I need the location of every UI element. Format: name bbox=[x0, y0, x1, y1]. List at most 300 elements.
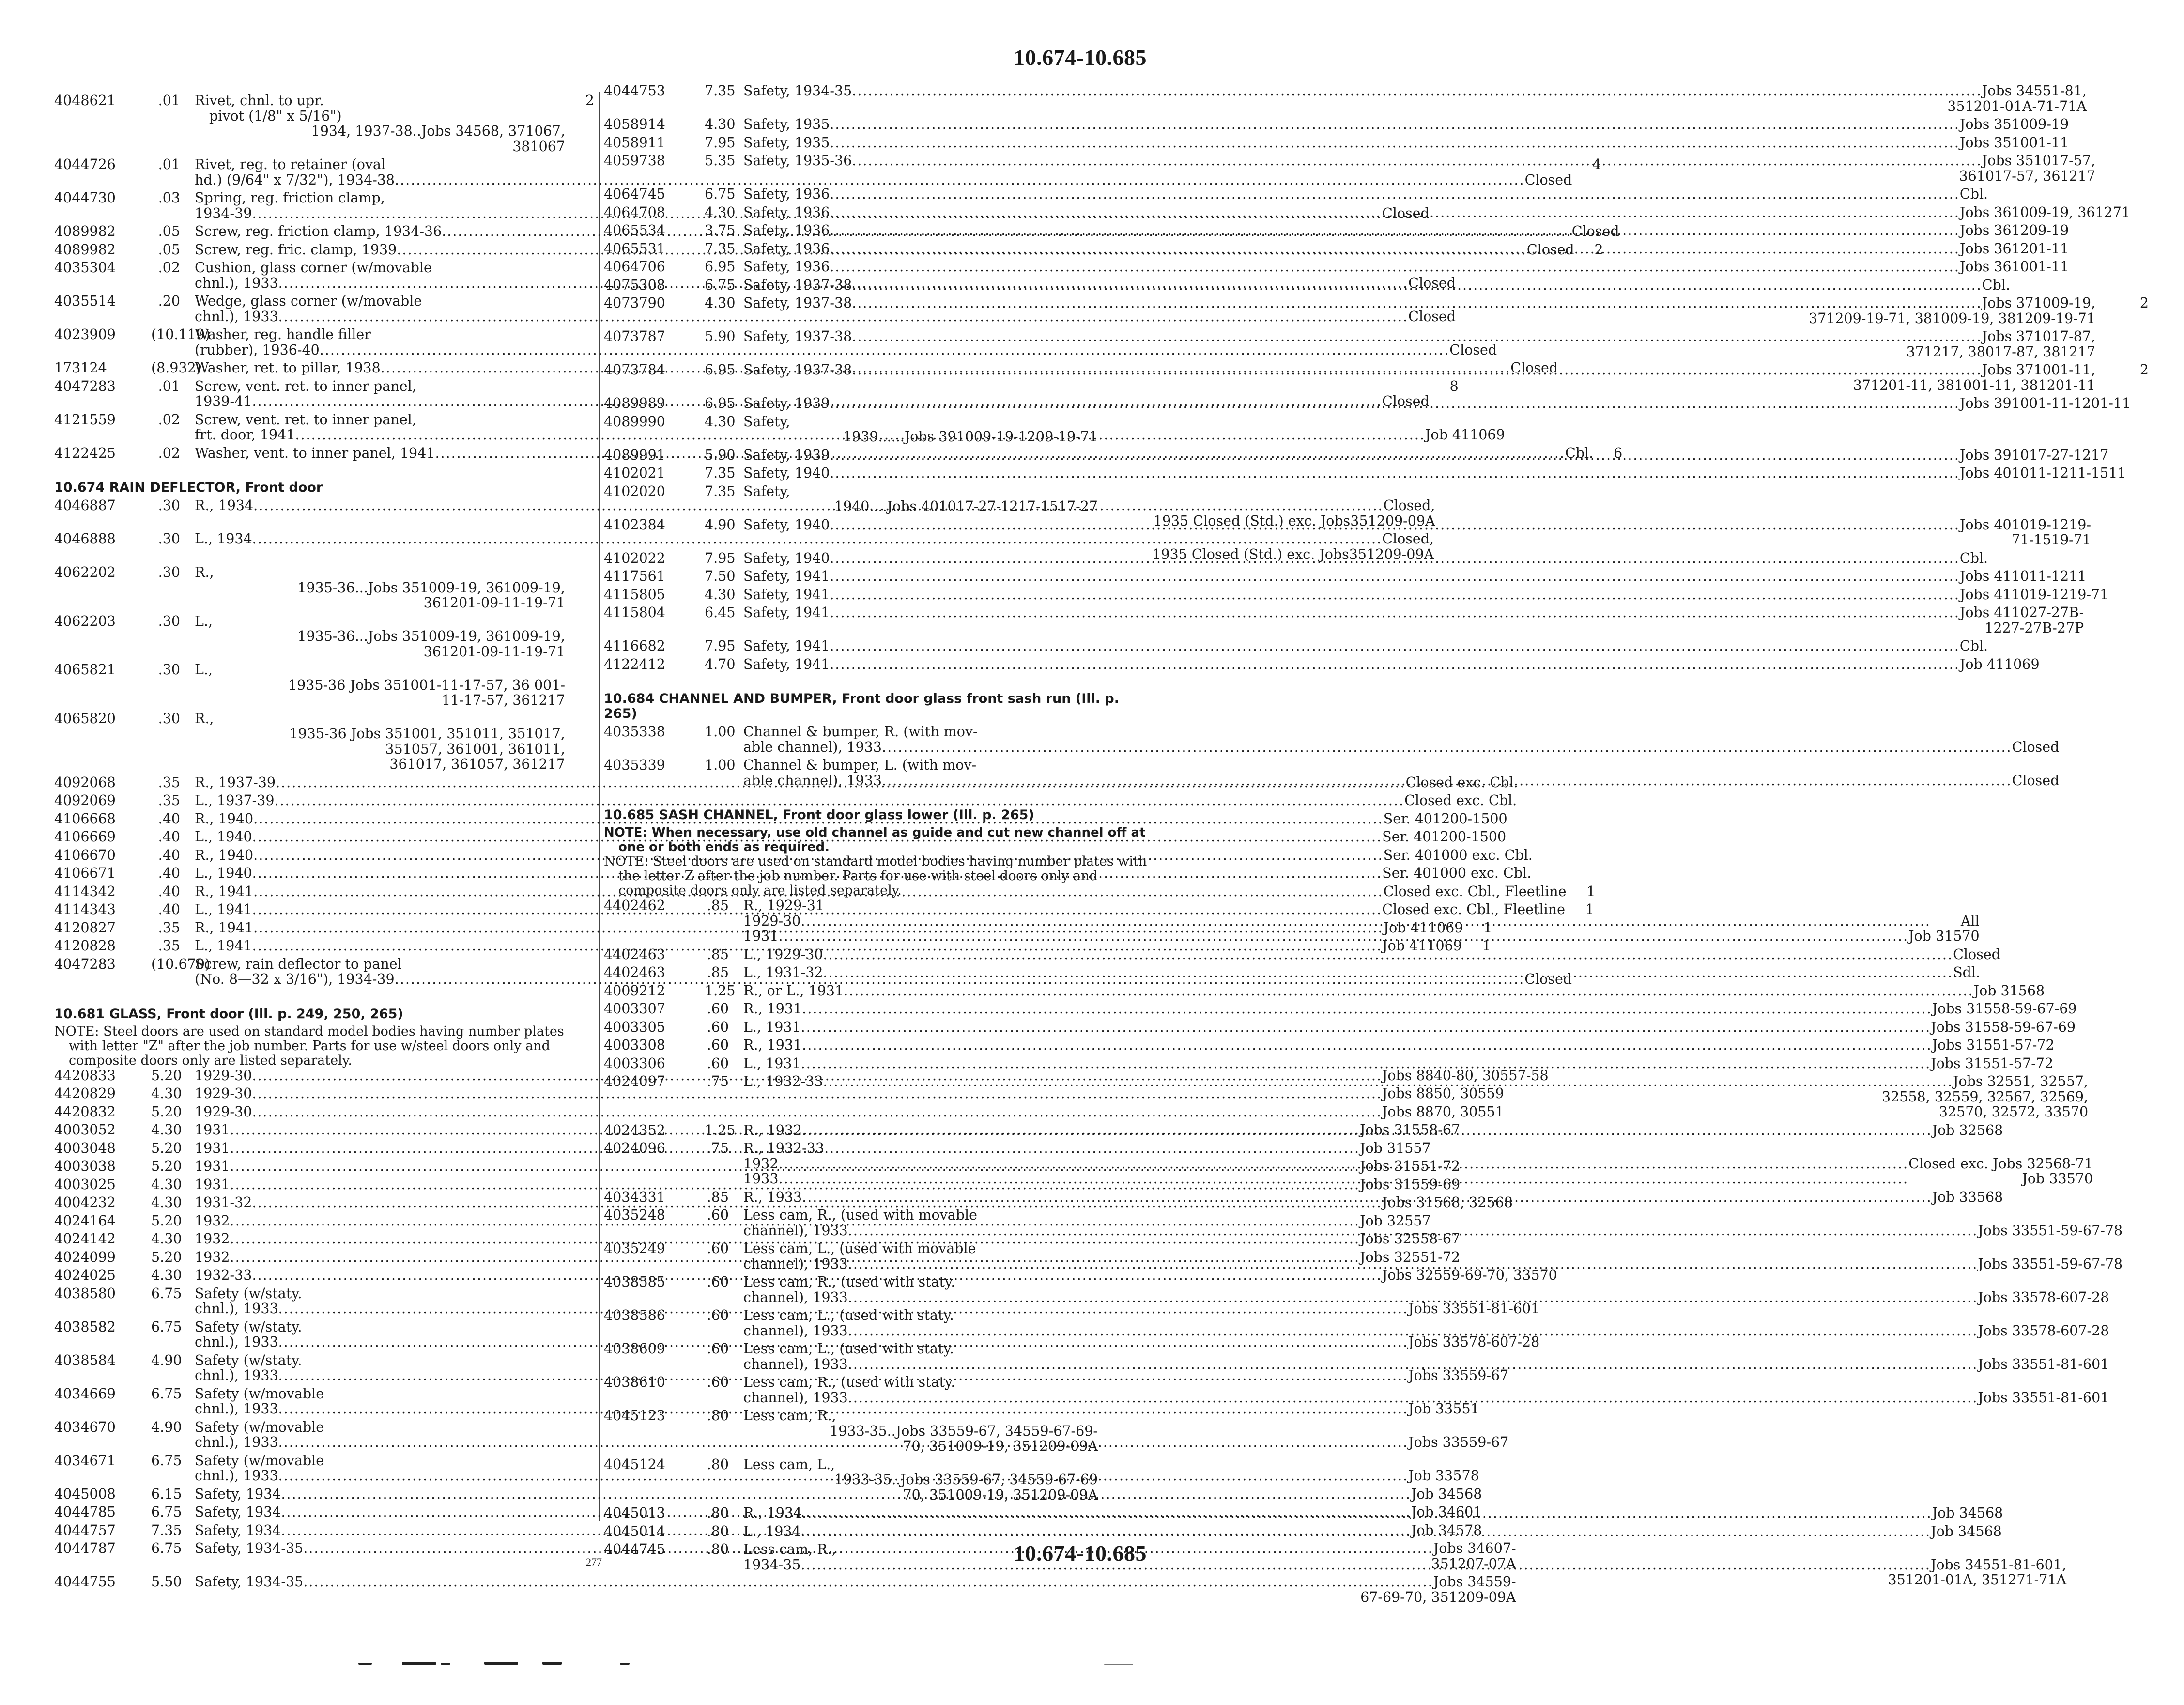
part-price: .60 bbox=[707, 1374, 729, 1390]
leader-dots bbox=[802, 1001, 1932, 1017]
leader-dots bbox=[823, 947, 1953, 962]
part-number: 4045123 bbox=[604, 1408, 665, 1424]
desc-continuation: 71-1519-71 bbox=[2011, 532, 2091, 548]
part-number: 4122425 bbox=[54, 445, 116, 461]
desc-applicability: Jobs 33578-607-28 bbox=[1978, 1322, 2109, 1339]
part-price: .80 bbox=[707, 1505, 729, 1521]
section-heading: 10.684 CHANNEL AND BUMPER, Front door glass front sash run (Ill. p. 265) bbox=[604, 691, 1120, 721]
desc-applicability: Closed bbox=[2012, 739, 2060, 755]
row-gap bbox=[604, 788, 1151, 791]
part-quantity: 2 bbox=[2139, 295, 2149, 311]
part-price: .05 bbox=[158, 241, 180, 258]
desc-line bbox=[743, 773, 2059, 789]
part-number: 4062203 bbox=[54, 613, 116, 629]
part-description bbox=[195, 662, 565, 708]
desc-text: channel), 1933 bbox=[743, 1289, 848, 1305]
part-number: 4058911 bbox=[604, 134, 665, 151]
part-quantity bbox=[565, 614, 594, 660]
leader-dots bbox=[801, 1056, 1931, 1071]
part-quantity bbox=[2109, 1308, 2162, 1338]
part-row bbox=[604, 586, 2109, 603]
part-number: 4402463 bbox=[604, 946, 665, 962]
part-price: 6.75 bbox=[151, 1285, 182, 1302]
part-number: 4024096 bbox=[604, 1140, 665, 1156]
part-quantity bbox=[2077, 1001, 2130, 1017]
part-number: 4038610 bbox=[604, 1374, 665, 1390]
leader-dots bbox=[852, 362, 1982, 378]
part-quantity bbox=[2126, 465, 2180, 481]
leader-dots bbox=[779, 929, 1909, 944]
part-description bbox=[743, 758, 2059, 788]
section-range-header-bottom: 10.674-10.685 bbox=[1014, 1541, 1147, 1566]
part-row bbox=[604, 604, 2084, 636]
desc-applicability: Job 34568 bbox=[1931, 1523, 2002, 1539]
part-price: 5.20 bbox=[151, 1103, 182, 1120]
desc-applicability: Jobs 351001-11 bbox=[1959, 134, 2069, 151]
desc-line bbox=[743, 1524, 2002, 1539]
part-number: 4034669 bbox=[54, 1385, 116, 1402]
desc-text: chnl.), 1933 bbox=[195, 1334, 278, 1350]
desc-text: Safety, 1934-35 bbox=[195, 1574, 304, 1590]
part-number: 4116682 bbox=[604, 638, 665, 654]
part-description bbox=[743, 1308, 2109, 1338]
desc-text: 1933 bbox=[743, 1171, 779, 1187]
part-price: 4.30 bbox=[705, 586, 736, 603]
part-number: 4045124 bbox=[604, 1456, 665, 1472]
part-price: 5.20 bbox=[151, 1212, 182, 1229]
part-number: 4064745 bbox=[604, 186, 665, 202]
part-description bbox=[743, 1274, 2109, 1305]
desc-text: Safety (w/movable bbox=[195, 1419, 324, 1435]
part-quantity bbox=[1507, 811, 1537, 827]
part-row bbox=[604, 1457, 1151, 1503]
part-price: .20 bbox=[158, 293, 180, 309]
desc-applicability: Job 31568 bbox=[1973, 982, 2045, 999]
part-quantity bbox=[2059, 758, 2112, 788]
desc-text: Safety, 1940 bbox=[743, 516, 830, 533]
part-number: 4034671 bbox=[54, 1452, 116, 1469]
part-description bbox=[743, 569, 2086, 584]
part-row bbox=[604, 1408, 1151, 1454]
desc-line bbox=[743, 947, 2000, 962]
desc-text: L., 1931 bbox=[743, 1019, 801, 1035]
part-number: 4102021 bbox=[604, 465, 665, 481]
desc-continuation: 1939......Jobs 391009-19-1209-19-71 bbox=[843, 429, 1098, 445]
desc-text: Rivet, chnl. to upr. bbox=[195, 93, 324, 108]
desc-text: L., 1932-33 bbox=[743, 1073, 823, 1089]
part-quantity: 2 bbox=[2139, 362, 2149, 378]
part-description bbox=[743, 724, 2059, 755]
part-row bbox=[54, 865, 1532, 881]
desc-text: channel), 1933 bbox=[743, 1322, 848, 1339]
part-quantity bbox=[2059, 724, 2112, 755]
desc-line bbox=[743, 83, 2087, 99]
part-quantity: 4 bbox=[1592, 156, 1601, 172]
desc-applicability: Jobs 32551-72 bbox=[1360, 1249, 1461, 1265]
part-number: 4114343 bbox=[54, 901, 116, 917]
part-price: .35 bbox=[158, 919, 180, 936]
desc-applicability: Job 34578 bbox=[1411, 1522, 1482, 1538]
part-quantity bbox=[1098, 1408, 1151, 1454]
desc-text: 1931 bbox=[195, 1176, 230, 1193]
desc-continuation: 371201-11, 381001-11, 381201-11 bbox=[1853, 377, 2096, 393]
desc-applicability: Closed bbox=[1571, 223, 1619, 239]
desc-text: 1934-35 bbox=[743, 1556, 801, 1573]
desc-text: Safety (w/staty. bbox=[195, 1285, 302, 1302]
part-number: 4024025 bbox=[54, 1267, 116, 1283]
desc-text: 1932 bbox=[743, 1155, 779, 1172]
part-description bbox=[743, 1038, 2055, 1053]
desc-text: Safety, 1941 bbox=[743, 568, 830, 584]
desc-applicability: Jobs 34607- bbox=[1433, 1540, 1516, 1556]
part-quantity: 1 bbox=[1586, 883, 1596, 899]
leader-dots bbox=[830, 205, 1960, 220]
leader-dots bbox=[779, 1156, 1909, 1172]
desc-continuation: 70, 351009-19, 351209-09A bbox=[903, 1487, 1098, 1503]
desc-continuation: 32570, 32572, 33570 bbox=[1938, 1104, 2089, 1120]
desc-applicability: Jobs 32551, 32557, bbox=[1953, 1073, 2089, 1089]
part-number: 4044757 bbox=[54, 1522, 116, 1538]
desc-continuation: 1935-36 Jobs 351001-11-17-57, 36 001- bbox=[288, 677, 565, 693]
part-quantity bbox=[2122, 1241, 2176, 1271]
part-number: 4115805 bbox=[604, 586, 665, 603]
leader-dots bbox=[830, 465, 1960, 481]
desc-text: Cushion, glass corner (w/movable bbox=[195, 260, 432, 276]
part-quantity bbox=[1533, 848, 1562, 863]
part-number: 4106670 bbox=[54, 847, 116, 863]
desc-text: Screw, vent. ret. to inner panel, bbox=[195, 378, 416, 394]
part-number: 4038580 bbox=[54, 1285, 116, 1302]
desc-applicability: Job 34601 bbox=[1411, 1504, 1482, 1520]
desc-text: Less cam, R., bbox=[743, 1541, 836, 1557]
part-number: 4120827 bbox=[54, 919, 116, 936]
part-price: .30 bbox=[158, 710, 180, 727]
part-price: .35 bbox=[158, 792, 180, 808]
section-heading: 10.685 SASH CHANNEL, Front door glass lower (Ill. p. 265) bbox=[604, 807, 1034, 822]
desc-text: Safety, 1936 bbox=[743, 240, 830, 257]
part-number: 4045008 bbox=[54, 1486, 116, 1502]
desc-applicability: Cbl. bbox=[1565, 445, 1594, 461]
part-description bbox=[743, 657, 2040, 672]
desc-continuation: 1934, 1937-38..Jobs 34568, 371067, bbox=[311, 123, 565, 139]
part-quantity bbox=[565, 711, 594, 772]
part-quantity bbox=[2000, 947, 2054, 962]
part-number: 4038585 bbox=[604, 1274, 665, 1290]
desc-text: R., 1929-31 bbox=[743, 898, 825, 914]
part-number: 4024352 bbox=[604, 1122, 665, 1138]
part-description bbox=[743, 1542, 2066, 1588]
part-number: 4024164 bbox=[54, 1212, 116, 1229]
row-gap bbox=[604, 1588, 1151, 1591]
part-description bbox=[743, 83, 2087, 114]
desc-applicability: Jobs 33559-67 bbox=[1408, 1367, 1509, 1383]
part-description bbox=[743, 517, 2091, 548]
desc-applicability: Jobs 371001-11, bbox=[1982, 362, 2096, 378]
desc-applicability: Closed bbox=[1510, 360, 1558, 376]
desc-text: Safety (w/movable bbox=[195, 1385, 324, 1402]
leader-dots bbox=[830, 135, 1960, 151]
part-number: 173124 bbox=[54, 360, 107, 376]
desc-continuation: 351207-07A bbox=[1431, 1555, 1516, 1572]
part-number: 4003308 bbox=[604, 1037, 665, 1053]
desc-line bbox=[743, 1074, 2088, 1089]
part-description bbox=[743, 484, 1098, 514]
part-price: 1.25 bbox=[705, 982, 736, 999]
part-description bbox=[743, 1190, 2003, 1205]
leader-dots bbox=[830, 186, 1960, 202]
desc-applicability: Jobs 31559-69 bbox=[1360, 1176, 1461, 1193]
part-row bbox=[54, 1574, 1516, 1605]
desc-line bbox=[743, 605, 2084, 620]
desc-text: R., 1940 bbox=[195, 810, 254, 827]
desc-applicability: Closed bbox=[1449, 341, 1497, 358]
part-row bbox=[54, 847, 1533, 863]
part-price: .80 bbox=[707, 1523, 729, 1539]
part-price: .40 bbox=[158, 883, 180, 899]
part-quantity bbox=[1988, 551, 2041, 566]
desc-text: pivot (1/8" x 5/16") bbox=[209, 108, 342, 124]
part-number: 4047283 bbox=[54, 378, 116, 394]
part-number: 4106669 bbox=[54, 829, 116, 845]
part-price: .02 bbox=[158, 411, 180, 428]
desc-text: Safety, bbox=[743, 483, 790, 499]
desc-applicability: Jobs 33578-607-28 bbox=[1408, 1334, 1540, 1350]
leader-dots bbox=[852, 275, 1982, 293]
desc-text: Less cam, R., (used with movable bbox=[743, 1207, 977, 1223]
desc-text: Less cam, R., (used with staty. bbox=[743, 1274, 955, 1290]
desc-applicability: Jobs 371009-19, bbox=[1982, 295, 2096, 311]
part-number: 4073790 bbox=[604, 295, 665, 311]
part-row bbox=[604, 116, 2069, 132]
part-description bbox=[195, 614, 565, 660]
part-description bbox=[743, 983, 2045, 999]
desc-text: 1929-30 bbox=[195, 1085, 252, 1101]
desc-continuation: 1935-36...Jobs 351009-19, 361009-19, bbox=[297, 579, 565, 596]
part-number: 4065821 bbox=[54, 662, 116, 678]
desc-applicability: Ser. 401200-1500 bbox=[1383, 810, 1507, 827]
part-price: 7.50 bbox=[705, 568, 736, 584]
part-price: 4.90 bbox=[151, 1352, 182, 1368]
desc-applicability: Jobs 31558-67 bbox=[1360, 1122, 1461, 1138]
part-number: 4117561 bbox=[604, 568, 665, 584]
part-quantity bbox=[1098, 484, 1151, 514]
part-price: 4.30 bbox=[705, 116, 736, 132]
leader-dots bbox=[830, 241, 1960, 257]
desc-continuation: 361017-57, 361217 bbox=[1959, 168, 2096, 184]
part-number: 4065534 bbox=[604, 222, 665, 238]
desc-text: channel), 1933 bbox=[743, 1356, 848, 1372]
desc-text: Less cam, R., bbox=[743, 1408, 836, 1424]
desc-applicability: Job 34568 bbox=[1932, 1505, 2003, 1521]
part-price: .85 bbox=[707, 964, 729, 980]
part-description bbox=[743, 1141, 2093, 1187]
leader-dots bbox=[852, 83, 1982, 99]
part-description bbox=[195, 93, 565, 154]
desc-text: 1929-30 bbox=[743, 913, 801, 929]
part-description bbox=[743, 1001, 2077, 1017]
desc-text: Less cam, L., bbox=[743, 1456, 835, 1472]
desc-applicability: Jobs 31558-59-67-69 bbox=[1932, 1001, 2077, 1017]
desc-text: Safety, 1937-38 bbox=[743, 328, 852, 344]
part-number: 4003305 bbox=[604, 1019, 665, 1035]
part-price: .80 bbox=[707, 1456, 729, 1472]
desc-continuation: 11-17-57, 361217 bbox=[442, 692, 565, 708]
part-number: 4003307 bbox=[604, 1001, 665, 1017]
part-quantity bbox=[565, 565, 594, 611]
desc-line bbox=[743, 1557, 2066, 1573]
part-quantity bbox=[2053, 1056, 2107, 1071]
desc-text: 1931 bbox=[743, 928, 779, 944]
leader-dots bbox=[848, 1390, 1978, 1406]
desc-text: Safety, 1941 bbox=[743, 656, 830, 672]
part-row bbox=[54, 1103, 1504, 1120]
leader-dots bbox=[848, 1256, 1978, 1272]
part-description bbox=[743, 135, 2069, 151]
part-description bbox=[743, 1457, 1098, 1503]
desc-text: 1932 bbox=[195, 1249, 230, 1265]
part-number: 4034670 bbox=[54, 1419, 116, 1435]
leader-dots bbox=[848, 1323, 1978, 1339]
desc-continuation: 351201-01A, 351271-71A bbox=[1888, 1572, 2067, 1588]
desc-text: Washer, ret. to pillar, 1938 bbox=[195, 360, 381, 376]
desc-applicability: Jobs 8850, 30559 bbox=[1382, 1085, 1504, 1101]
desc-text: R., 1941 bbox=[195, 919, 254, 936]
desc-text: Channel & bumper, R. (with mov- bbox=[743, 724, 978, 740]
part-price: 7.35 bbox=[705, 483, 736, 499]
desc-text: L., 1940 bbox=[195, 865, 252, 881]
part-number: 4035338 bbox=[604, 724, 665, 740]
desc-text: Safety, 1936 bbox=[743, 186, 830, 202]
desc-text: Safety, 1936 bbox=[743, 259, 830, 275]
part-description bbox=[743, 947, 2000, 962]
part-description bbox=[743, 605, 2084, 636]
part-price: 4.30 bbox=[151, 1267, 182, 1283]
part-row bbox=[604, 83, 2087, 114]
part-number: 4044726 bbox=[54, 156, 116, 172]
desc-continuation: 1935-36...Jobs 351009-19, 361009-19, bbox=[297, 628, 565, 644]
part-quantity bbox=[2069, 117, 2122, 132]
desc-line bbox=[743, 117, 2069, 132]
desc-text: able channel), 1933 bbox=[743, 739, 882, 755]
desc-line bbox=[743, 1020, 2076, 1035]
part-quantity bbox=[1479, 1453, 1508, 1484]
desc-applicability: Jobs 361201-11 bbox=[1959, 240, 2069, 257]
desc-text: L., 1929-30 bbox=[743, 946, 823, 962]
row-gap bbox=[54, 461, 594, 464]
part-description bbox=[743, 1056, 2053, 1071]
desc-text: channel), 1933 bbox=[743, 1222, 848, 1239]
part-description bbox=[743, 445, 2109, 463]
part-row bbox=[54, 792, 1517, 808]
part-quantity bbox=[2069, 259, 2122, 275]
part-description bbox=[743, 362, 2095, 393]
part-price: .60 bbox=[707, 1274, 729, 1290]
part-number: 4420829 bbox=[54, 1085, 116, 1101]
part-description bbox=[743, 223, 2069, 238]
part-quantity bbox=[2076, 1020, 2129, 1035]
part-description bbox=[743, 465, 2126, 481]
desc-text: Channel & bumper, L. (with mov- bbox=[743, 757, 977, 773]
desc-text: L., 1941 bbox=[195, 901, 252, 917]
leader-dots bbox=[852, 153, 1982, 169]
part-number: 4003025 bbox=[54, 1176, 116, 1193]
part-price: 6.75 bbox=[705, 186, 736, 202]
part-row bbox=[604, 1037, 2055, 1053]
part-number: 4420832 bbox=[54, 1103, 116, 1120]
desc-text: Spring, reg. friction clamp, bbox=[195, 190, 385, 206]
part-quantity bbox=[2084, 605, 2137, 636]
part-quantity bbox=[1098, 414, 1151, 445]
part-price: (8.932) bbox=[151, 360, 201, 376]
part-description bbox=[743, 393, 2131, 411]
desc-text: Less cam, L., (used with staty. bbox=[743, 1307, 954, 1323]
desc-line bbox=[743, 1390, 2109, 1406]
desc-line bbox=[743, 259, 2069, 275]
part-price: .60 bbox=[707, 1240, 729, 1256]
section-note: NOTE: Steel doors are used on standard model bodies having number plates with letter "Z" after the job number. Parts for use w/steel doors only and composite doors only are listed separately. bbox=[54, 1023, 564, 1068]
part-number: 4120828 bbox=[54, 938, 116, 954]
desc-applicability: Jobs 33551-81-601 bbox=[1978, 1356, 2109, 1372]
desc-text: R., bbox=[195, 710, 214, 727]
desc-line bbox=[743, 1505, 2003, 1521]
part-number: 4064706 bbox=[604, 259, 665, 275]
part-number: 4035514 bbox=[54, 293, 116, 309]
desc-line bbox=[743, 638, 1988, 654]
part-number: 4038609 bbox=[604, 1341, 665, 1357]
desc-applicability: Jobs 34551-81-601, bbox=[1930, 1556, 2067, 1573]
part-quantity bbox=[565, 662, 594, 708]
part-price: .30 bbox=[158, 531, 180, 547]
part-price: 6.15 bbox=[151, 1486, 182, 1502]
desc-applicability: Jobs 31551-57-72 bbox=[1932, 1037, 2055, 1053]
part-description bbox=[743, 1208, 2122, 1238]
part-price: 3.75 bbox=[705, 222, 736, 238]
desc-text: R., 1941 bbox=[195, 883, 254, 899]
part-price: 4.30 bbox=[705, 413, 736, 430]
part-price: 5.20 bbox=[151, 1140, 182, 1156]
desc-line bbox=[743, 223, 2069, 238]
part-quantity bbox=[2069, 241, 2122, 257]
desc-text: Safety, bbox=[743, 413, 790, 430]
part-description bbox=[743, 898, 1980, 944]
part-quantity bbox=[1517, 793, 1546, 808]
part-quantity bbox=[2088, 1074, 2141, 1120]
part-price: .60 bbox=[707, 1307, 729, 1323]
part-number: 4024097 bbox=[604, 1073, 665, 1089]
part-description bbox=[743, 965, 1980, 980]
desc-text: hd.) (9/64" x 7/32"), 1934-38 bbox=[195, 171, 395, 188]
part-number: 4038586 bbox=[604, 1307, 665, 1323]
part-quantity bbox=[2087, 83, 2140, 114]
desc-continuation: 351057, 361001, 361011, bbox=[385, 741, 565, 757]
part-price: 7.95 bbox=[705, 134, 736, 151]
part-number: 4420833 bbox=[54, 1067, 116, 1084]
desc-applicability: Job 411069 bbox=[1425, 427, 1505, 443]
part-price: 4.70 bbox=[705, 656, 736, 672]
desc-applicability: Jobs 411027-27B- bbox=[1959, 604, 2084, 620]
leader-dots bbox=[830, 445, 1960, 463]
desc-line bbox=[743, 1038, 2055, 1053]
desc-line bbox=[743, 1256, 2122, 1272]
part-quantity bbox=[2108, 448, 2162, 463]
part-number: 4044787 bbox=[54, 1540, 116, 1556]
scan-artifacts bbox=[358, 1659, 1133, 1669]
part-description bbox=[743, 1505, 2003, 1521]
part-price: 5.20 bbox=[151, 1249, 182, 1265]
desc-applicability: Closed bbox=[1408, 275, 1456, 291]
desc-text: 1932 bbox=[195, 1212, 230, 1229]
desc-continuation: 371217, 38017-87, 381217 bbox=[1906, 343, 2096, 360]
